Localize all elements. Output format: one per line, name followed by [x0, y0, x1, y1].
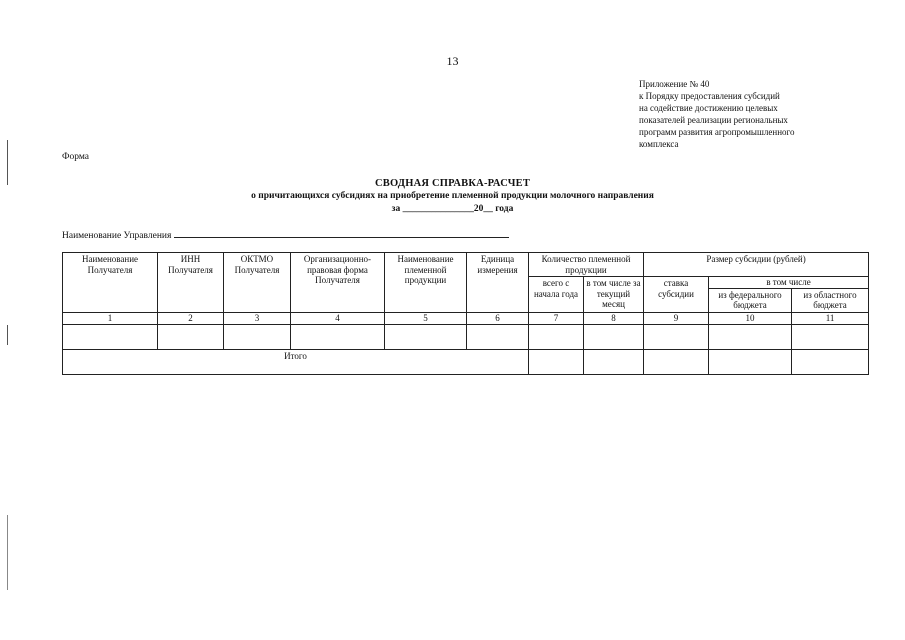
document-subtitle: о причитающихся субсидиях на приобретение племенной продукции молочного направления	[251, 191, 654, 201]
column-number: 9	[644, 312, 709, 324]
column-number: 8	[584, 312, 644, 324]
column-number: 1	[63, 312, 158, 324]
column-number: 6	[467, 312, 529, 324]
table-cell[interactable]	[709, 349, 792, 374]
column-number: 3	[224, 312, 291, 324]
table-cell[interactable]	[792, 349, 869, 374]
header-subsidy-rate: ставка субсидии	[644, 277, 709, 313]
column-number: 5	[385, 312, 467, 324]
header-subsidy-amount: Размер субсидии (рублей)	[644, 253, 869, 277]
header-row	[63, 253, 869, 277]
total-row	[63, 349, 869, 374]
table-cell[interactable]	[584, 324, 644, 349]
header-regional-budget: из областного бюджета	[792, 288, 869, 312]
table-cell[interactable]	[158, 324, 224, 349]
calculation-table	[62, 252, 869, 375]
appendix-line: к Порядку предоставления субсидий	[639, 91, 780, 101]
header-federal-budget: из федерального бюджета	[709, 288, 792, 312]
column-number: 11	[792, 312, 869, 324]
appendix-note	[639, 78, 869, 150]
table-cell[interactable]	[529, 324, 584, 349]
page-number: 13	[446, 54, 459, 68]
appendix-line: на содействие достижению целевых	[639, 103, 778, 113]
scan-mark	[7, 325, 8, 345]
column-number: 7	[529, 312, 584, 324]
table-cell[interactable]	[385, 324, 467, 349]
header-legal-form: Организационно-правовая форма Получателя	[291, 253, 385, 313]
appendix-line: Приложение № 40	[639, 79, 710, 89]
management-label: Наименование Управления	[62, 231, 172, 241]
table-cell[interactable]	[792, 324, 869, 349]
header-total-year: всего с начала года	[529, 277, 584, 313]
document-period: за _______________20__ года	[391, 204, 514, 214]
document-title: СВОДНАЯ СПРАВКА-РАСЧЕТ	[374, 178, 531, 189]
table-cell[interactable]	[709, 324, 792, 349]
header-quantity: Количество племенной продукции	[529, 253, 644, 277]
column-number-row	[63, 312, 869, 324]
column-number: 2	[158, 312, 224, 324]
header-inn: ИНН Получателя	[158, 253, 224, 313]
header-unit: Единица измерения	[467, 253, 529, 313]
table-cell[interactable]	[467, 324, 529, 349]
table-cell[interactable]	[529, 349, 584, 374]
column-number: 10	[709, 312, 792, 324]
appendix-line: программ развития агропромышленного	[639, 127, 795, 137]
table-cell[interactable]	[584, 349, 644, 374]
appendix-line: комплекса	[639, 139, 679, 149]
table-cell[interactable]	[644, 324, 709, 349]
header-current-month: в том числе за текущий месяц	[584, 277, 644, 313]
header-oktmo: ОКТМО Получателя	[224, 253, 291, 313]
appendix-line: показателей реализации региональных	[639, 115, 788, 125]
header-recipient-name: Наименование Получателя	[63, 253, 158, 313]
form-label: Форма	[62, 152, 90, 162]
scan-mark	[7, 140, 8, 185]
management-fill-line[interactable]	[174, 228, 509, 238]
scan-mark	[7, 515, 8, 590]
table-cell[interactable]	[224, 324, 291, 349]
total-label: Итого	[63, 349, 529, 374]
column-number: 4	[291, 312, 385, 324]
header-including: в том числе	[709, 277, 869, 289]
table-row	[63, 324, 869, 349]
header-product-name: Наименование племенной продукции	[385, 253, 467, 313]
table-cell[interactable]	[644, 349, 709, 374]
table-cell[interactable]	[63, 324, 158, 349]
table-cell[interactable]	[291, 324, 385, 349]
management-field	[62, 228, 509, 241]
